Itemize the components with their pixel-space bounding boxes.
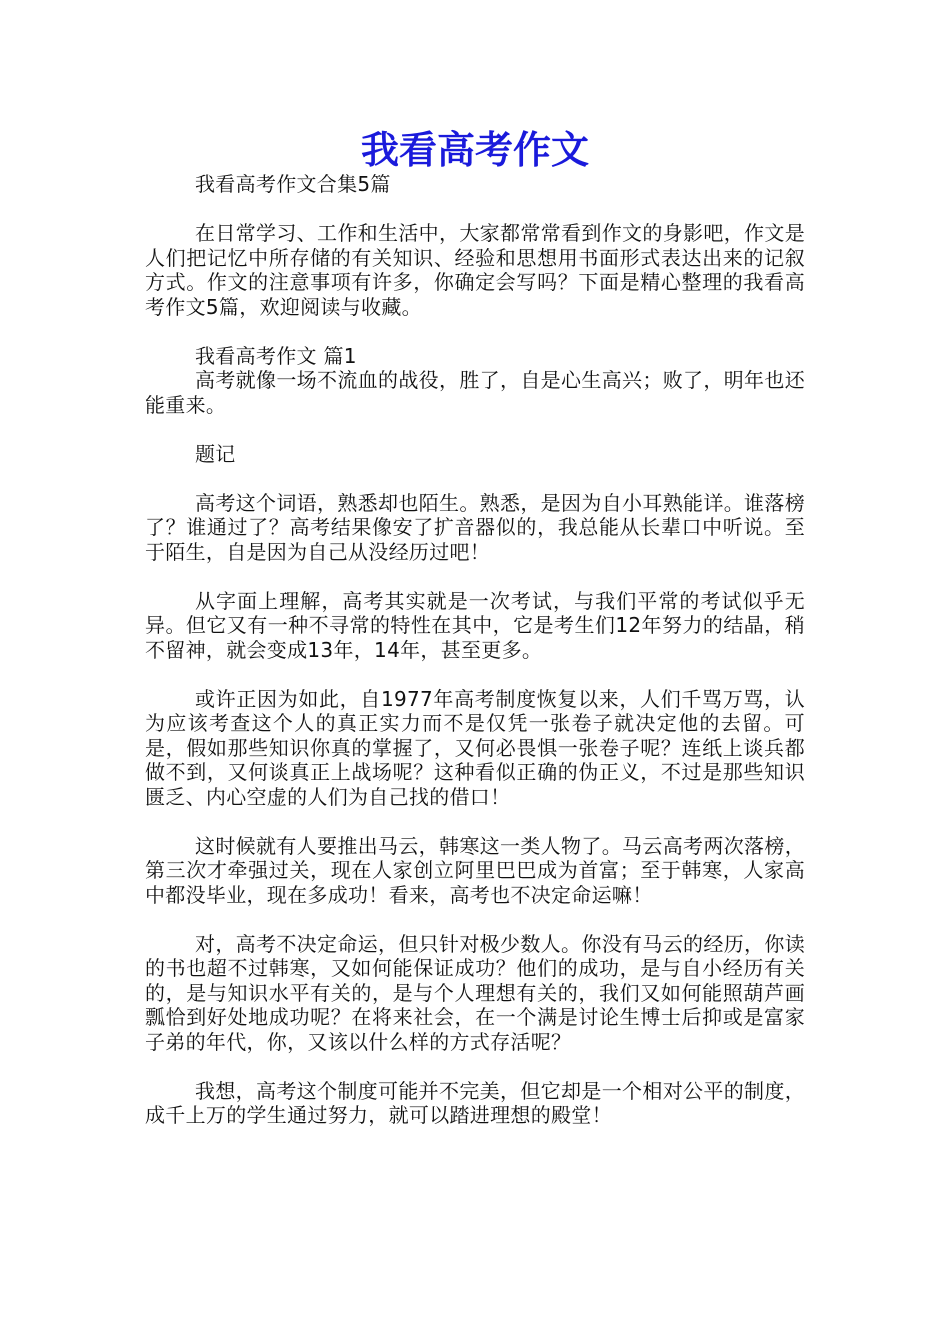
section-heading: 我看高考作文 篇1 <box>195 343 357 368</box>
body-paragraph: 对，高考不决定命运，但只针对极少数人。你没有马云的经历，你读的书也超不过韩寒，又如何能保证成功？他们的成功，是与自小经历有关的，是与知识水平有关的，是与个人理想有关的，我们又如何能照葫芦画瓢恰到好处地成功呢？在将来社会，在一个满是讨论生博士后抑或是富家子弟的年代，你，又该以什么样的方式存活呢？ <box>145 931 805 1054</box>
intro-paragraph: 在日常学习、工作和生活中，大家都常常看到作文的身影吧，作文是人们把记忆中所存储的有关知识、经验和思想用书面形式表达出来的记叙方式。作文的注意事项有许多，你确定会写吗？下面是精心整理的我看高考作文5篇，欢迎阅读与收藏。 <box>145 221 805 319</box>
body-paragraph: 或许正因为如此，自1977年高考制度恢复以来，人们千骂万骂，认为应该考查这个人的真正实力而不是仅凭一张卷子就决定他的去留。可是，假如那些知识你真的掌握了，又何必畏惧一张卷子呢？连纸上谈兵都做不到，又何谈真正上战场呢？这种看似正确的伪正义，不过是那些知识匮乏、内心空虚的人们为自己找的借口！ <box>145 686 805 809</box>
spacer <box>145 319 805 344</box>
spacer <box>145 564 805 589</box>
spacer <box>145 662 805 687</box>
body-paragraph: 从字面上理解，高考其实就是一次考试，与我们平常的考试似乎无异。但它又有一种不寻常的特性在其中，它是考生们12年努力的结晶，稍不留神，就会变成13年，14年，甚至更多。 <box>145 588 805 662</box>
document-title: 我看高考作文 <box>360 127 589 172</box>
spacer <box>145 1054 805 1079</box>
document-subtitle: 我看高考作文合集5篇 <box>195 172 391 196</box>
lead-paragraph: 高考就像一场不流血的战役，胜了，自是心生高兴；败了，明年也还能重来。 <box>145 368 805 417</box>
spacer <box>145 907 805 932</box>
body-paragraph: 我想，高考这个制度可能并不完美，但它却是一个相对公平的制度，成千上万的学生通过努力，就可以踏进理想的殿堂！ <box>145 1078 805 1127</box>
body-paragraph: 高考这个词语，熟悉却也陌生。熟悉，是因为自小耳熟能详。谁落榜了？谁通过了？高考结果像安了扩音器似的，我总能从长辈口中听说。至于陌生，自是因为自己从没经历过吧！ <box>145 490 805 564</box>
tiji-label: 题记 <box>195 441 236 466</box>
spacer <box>145 197 805 222</box>
spacer <box>145 417 805 442</box>
spacer <box>145 466 805 491</box>
spacer <box>145 809 805 834</box>
document-body <box>145 172 805 1128</box>
body-paragraph: 这时候就有人要推出马云，韩寒这一类人物了。马云高考两次落榜，第三次才牵强过关，现在人家创立阿里巴巴成为首富；至于韩寒，人家高中都没毕业，现在多成功！看来，高考也不决定命运嘛！ <box>145 833 805 907</box>
